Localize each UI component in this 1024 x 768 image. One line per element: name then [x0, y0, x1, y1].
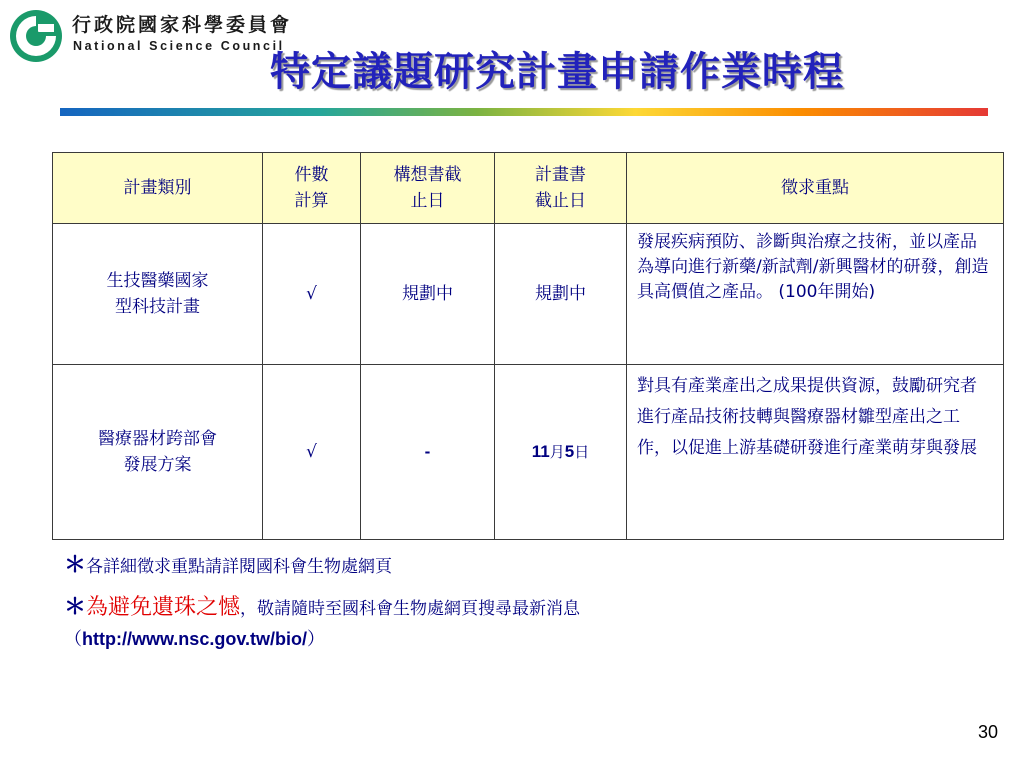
deadline-day-unit: 日 — [574, 443, 590, 461]
row-focus: 發展疾病預防、診斷與治療之技術，並以產品為導向進行新藥/新試劑/新興醫材的研發，創造具高價值之產品。 (100年開始) — [627, 224, 1004, 365]
note-detail — [64, 548, 392, 579]
row-proposal-deadline — [495, 365, 627, 540]
org-name-chinese: 行政院國家科學委員會 — [72, 14, 293, 36]
row-category: 生技醫藥國家 型科技計畫 — [53, 224, 263, 365]
paren-open: （ — [64, 629, 82, 650]
note-highlight: 為避免遺珠之憾 — [86, 595, 241, 620]
note-reminder-text: ，敬請隨時至國科會生物處網頁搜尋最新消息 — [240, 599, 581, 619]
asterisk-icon: ＊ — [64, 553, 87, 578]
deadline-day: 5 — [564, 442, 575, 461]
note-url-line — [64, 625, 325, 651]
header-proposal-deadline: 計畫書 截止日 — [495, 153, 627, 224]
deadline-month: 11 — [531, 442, 550, 461]
deadline-month-unit: 月 — [549, 443, 565, 461]
table-header-row — [53, 153, 1004, 224]
schedule-table — [52, 152, 1004, 540]
org-name-english: National Science Council — [73, 39, 285, 53]
page-number: 30 — [977, 722, 998, 742]
table-row — [53, 224, 1004, 365]
note-reminder — [64, 590, 580, 621]
header-focus: 徵求重點 — [627, 153, 1004, 224]
asterisk-icon: ＊ — [64, 595, 87, 620]
row-focus: 對具有產業產出之成果提供資源，鼓勵研究者進行產品技術技轉與醫療器材雛型產出之工作，以促進上游基礎研發進行產業萌芽與發展 — [627, 365, 1004, 540]
header-category: 計畫類別 — [53, 153, 263, 224]
row-category: 醫療器材跨部會 發展方案 — [53, 365, 263, 540]
page-title: 特定議題研究計畫申請作業時程 — [270, 48, 844, 95]
note-detail-text: 各詳細徵求重點請詳閱國科會生物處網頁 — [86, 557, 393, 577]
row-count: √ — [263, 365, 361, 540]
bio-website-link[interactable]: http://www.nsc.gov.tw/bio/ — [82, 629, 307, 649]
header-concept-deadline: 構想書截 止日 — [361, 153, 495, 224]
row-concept-deadline: - — [361, 365, 495, 540]
paren-close: ） — [306, 629, 325, 650]
row-concept-deadline: 規劃中 — [361, 224, 495, 365]
nsc-logo — [8, 8, 64, 64]
rainbow-divider — [60, 108, 988, 116]
table-row — [53, 365, 1004, 540]
row-count: √ — [263, 224, 361, 365]
header-count: 件數 計算 — [263, 153, 361, 224]
row-proposal-deadline: 規劃中 — [495, 224, 627, 365]
